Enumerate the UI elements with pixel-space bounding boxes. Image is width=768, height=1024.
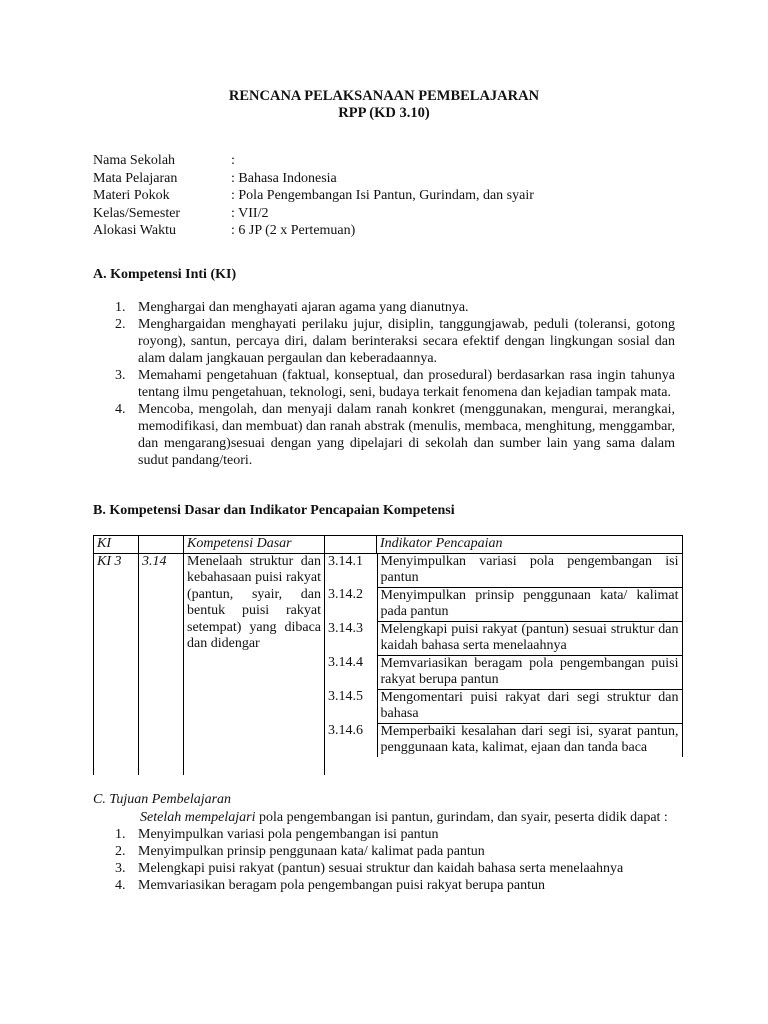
- section-c-heading: C. Tujuan Pembelajaran: [93, 792, 232, 807]
- header-ki: KI: [94, 536, 139, 554]
- document-title: RENCANA PELAKSANAAN PEMBELAJARAN: [228, 88, 540, 104]
- indicator-number: 3.14.5: [328, 689, 363, 704]
- tujuan-intro-italic: Setelah mempelajari: [140, 810, 256, 825]
- kd-number-cell: 3.14: [139, 553, 184, 775]
- ki-list: [93, 299, 675, 469]
- indicator-text: Memvariasikan beragam pola pengembangan puisi rakyat berupa pantun: [377, 655, 682, 689]
- table-body-row: [94, 553, 683, 775]
- document-subtitle: RPP (KD 3.10): [338, 105, 430, 121]
- list-text: Mencoba, mengolah, dan menyaji dalam ranah konkret (menggunakan, mengurai, merangkai, memodifikasi, dan membuat) dan ranah abstrak (menulis, membaca, menghitung, menggambar, dan mengarang)sesuai dengan yang dipelajari di sekolah dan sumber lain yang sama dalam sudut pandang/teori.: [138, 402, 675, 468]
- list-item: [93, 367, 675, 401]
- tujuan-intro-rest: pola pengembangan isi pantun, gurindam, dan syair, peserta didik dapat :: [255, 810, 668, 825]
- list-number: 3.: [115, 861, 126, 876]
- section-a-heading: A. Kompetensi Inti (KI): [93, 267, 237, 282]
- header-kd: Kompetensi Dasar: [184, 536, 325, 554]
- list-number: 4.: [115, 402, 126, 417]
- tujuan-intro: [93, 809, 675, 826]
- identity-row: [93, 170, 534, 188]
- list-item: [93, 826, 675, 843]
- indicator-number: 3.14.1: [328, 553, 363, 569]
- identity-label: Alokasi Waktu: [93, 223, 176, 238]
- identity-row: [93, 222, 534, 240]
- identity-row: [93, 205, 534, 223]
- indicator-text: Mengomentari puisi rakyat dari segi struktur dan bahasa: [377, 689, 682, 723]
- header-empty: [325, 536, 377, 554]
- identity-value: : Bahasa Indonesia: [231, 170, 337, 186]
- identity-value: : Pola Pengembangan Isi Pantun, Gurindam, dan syair: [231, 188, 534, 203]
- ki-cell: KI 3: [94, 553, 139, 775]
- indicator-number: 3.14.4: [328, 655, 363, 670]
- indicator-number: 3.14.3: [328, 621, 363, 636]
- indicator-cell: [325, 553, 683, 775]
- table-row: [325, 723, 682, 757]
- list-number: 3.: [115, 368, 126, 383]
- kd-text: Menelaah struktur dan kebahasaan puisi rakyat (pantun, syair, dan bentuk puisi rakyat setempat) yang dibaca dan didengar: [187, 553, 321, 651]
- list-item: [93, 877, 675, 894]
- identity-label: Materi Pokok: [93, 188, 170, 203]
- identity-label: Nama Sekolah: [93, 153, 176, 168]
- indicator-number: 3.14.6: [328, 723, 363, 738]
- list-item: [93, 299, 675, 316]
- list-text: Menghargaidan menghayati perilaku jujur, disiplin, tanggungjawab, peduli (toleransi, gotong royong), santun, percaya diri, dalam berinteraksi secara efektif dengan lingkungan sosial dan alam dalam jangkauan pergaulan dan keberadaannya.: [138, 317, 675, 366]
- indicator-text: Melengkapi puisi rakyat (pantun) sesuai struktur dan kaidah bahasa serta menelaahnya: [377, 621, 682, 655]
- table-row: [325, 554, 682, 588]
- list-number: 1.: [115, 827, 126, 842]
- indicator-number: 3.14.2: [328, 587, 363, 602]
- identity-value: :: [231, 153, 235, 168]
- list-item: [93, 843, 675, 860]
- header-indicator: Indikator Pencapaian: [377, 536, 683, 554]
- indicator-text: Memperbaiki kesalahan dari segi isi, syarat pantun, penggunaan kata, kalimat, ejaan dan tanda baca: [377, 723, 682, 757]
- table-row: [325, 587, 682, 621]
- list-number: 2.: [115, 844, 126, 859]
- list-text: Memvariasikan beragam pola pengembangan puisi rakyat berupa pantun: [138, 878, 546, 893]
- list-text: Memahami pengetahuan (faktual, konseptual, dan prosedural) berdasarkan rasa ingin tahunya tentang ilmu pengetahuan, teknologi, seni, budaya terkait fenomena dan kejadian tampak mata.: [138, 368, 675, 400]
- indicator-text: Menyimpulkan variasi pola pengembangan isi pantun: [377, 554, 682, 588]
- section-b-heading: B. Kompetensi Dasar dan Indikator Pencapaian Kompetensi: [93, 503, 455, 518]
- tujuan-block: [93, 809, 675, 894]
- list-text: Menghargai dan menghayati ajaran agama yang dianutnya.: [138, 300, 469, 315]
- list-item: [93, 316, 675, 367]
- identity-value: : 6 JP (2 x Pertemuan): [231, 223, 356, 238]
- identity-label: Mata Pelajaran: [93, 170, 178, 186]
- kd-text-cell: [184, 553, 325, 775]
- list-number: 4.: [115, 878, 126, 893]
- list-number: 1.: [115, 300, 126, 315]
- list-text: Menyimpulkan variasi pola pengembangan isi pantun: [138, 827, 439, 842]
- indicator-text: Menyimpulkan prinsip penggunaan kata/ kalimat pada pantun: [377, 587, 682, 621]
- indicator-table: [325, 554, 683, 757]
- list-text: Menyimpulkan prinsip penggunaan kata/ kalimat pada pantun: [138, 844, 485, 859]
- identity-block: [93, 152, 534, 240]
- list-item: [93, 401, 675, 469]
- identity-value: : VII/2: [231, 205, 269, 221]
- identity-row: [93, 152, 534, 170]
- identity-row: [93, 187, 534, 205]
- list-number: 2.: [115, 317, 126, 332]
- list-text: Melengkapi puisi rakyat (pantun) sesuai struktur dan kaidah bahasa serta menelaahnya: [138, 861, 624, 876]
- header-empty: [139, 536, 184, 554]
- tujuan-list: [93, 826, 675, 894]
- table-row: [325, 655, 682, 689]
- table-row: [325, 621, 682, 655]
- table-row: [325, 689, 682, 723]
- list-item: [93, 860, 675, 877]
- identity-label: Kelas/Semester: [93, 205, 181, 221]
- kd-table: [93, 535, 683, 775]
- table-header-row: [94, 536, 683, 554]
